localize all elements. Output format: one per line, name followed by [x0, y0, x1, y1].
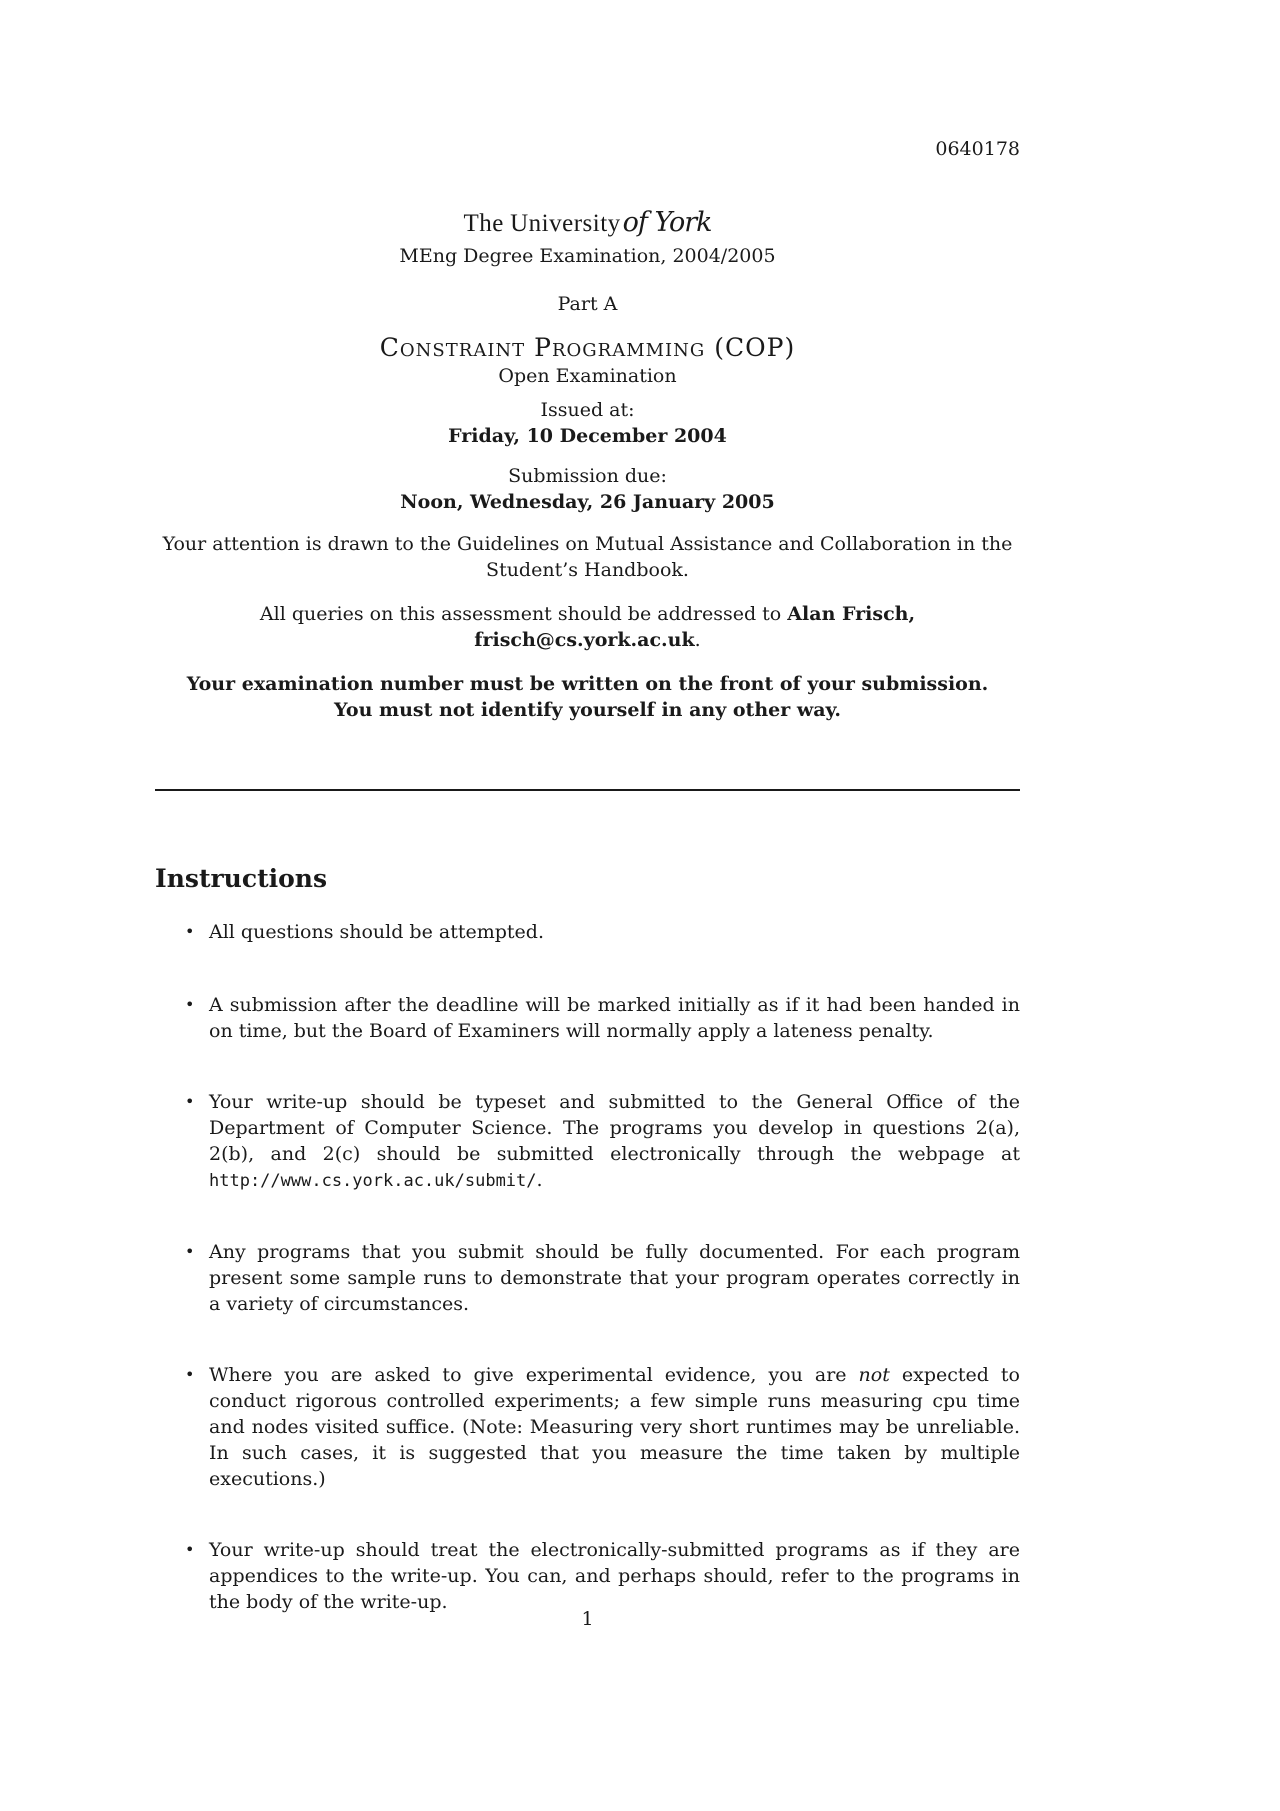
horizontal-rule — [155, 789, 1020, 791]
warning-line-2: You must not identify yourself in any other way. — [334, 699, 841, 721]
page-number: 1 — [581, 1608, 594, 1630]
course-title: Constraint Programming (COP) — [379, 333, 796, 362]
queries-end: . — [694, 629, 701, 651]
queries-text: All queries on this assessment should be addressed to — [259, 603, 782, 625]
logo-the: The — [463, 210, 504, 237]
exam-type: Open Examination — [498, 365, 677, 387]
instruction-text: Where you are asked to give experimental evidence, you are — [209, 1364, 847, 1386]
bullet-icon: • — [185, 1242, 195, 1261]
instruction-text-end: . — [536, 1169, 543, 1191]
bullet-icon: • — [185, 995, 195, 1014]
instruction-text: Your write-up should treat the electronically-submitted programs as if they are appendices to the write-up. You can, and perhaps should, refer to the programs in the body of the write-up. — [209, 1539, 1020, 1613]
bullet-icon: • — [185, 922, 195, 941]
instruction-item — [155, 1537, 1020, 1615]
identity-warning — [155, 671, 1020, 723]
bullet-icon: • — [185, 1540, 195, 1559]
instruction-text: Any programs that you submit should be fully documented. For each program present some sample runs to demonstrate that your program operates correctly in a variety of circumstances. — [209, 1241, 1020, 1315]
degree-line: MEng Degree Examination, 2004/2005 — [399, 245, 776, 267]
warning-line-1: Your examination number must be written on the front of your submission. — [186, 673, 989, 695]
instruction-text: expected to conduct rigorous controlled experiments; a few simple runs measuring cpu time and nodes visited suffice. (Note: Measuring very short runtimes may be unreliable. In such cases, it is suggested that you measure the time taken by multiple executions.) — [209, 1364, 1020, 1490]
instruction-item — [155, 992, 1020, 1044]
due-label: Submission due: — [508, 465, 667, 487]
instruction-emphasis: not — [858, 1364, 890, 1386]
university-logo — [155, 208, 1020, 239]
instruction-text: Your write-up should be typeset and submitted to the General Office of the Department of Computer Science. The programs you develop in questions 2(a), 2(b), and 2(c) should be submitted electronically through the webpage at — [209, 1091, 1020, 1165]
part-label: Part A — [557, 293, 618, 315]
issued-label: Issued at: — [540, 399, 635, 421]
queries-notice — [155, 601, 1020, 653]
bullet-icon: • — [185, 1092, 195, 1111]
queries-contact: Alan Frisch, frisch@cs.york.ac.uk — [474, 603, 916, 651]
attention-notice — [155, 531, 1020, 583]
exam-number: 0640178 — [935, 138, 1020, 160]
instruction-item — [155, 919, 1020, 945]
instruction-text: All questions should be attempted. — [209, 921, 544, 943]
instruction-item — [155, 1362, 1020, 1492]
submit-url-link[interactable]: http://www.cs.york.ac.uk/submit/ — [209, 1171, 537, 1191]
logo-university: University — [510, 210, 621, 237]
exam-page — [155, 0, 1020, 1811]
instructions-list — [155, 919, 1020, 1615]
instruction-text: A submission after the deadline will be marked initially as if it had been handed in on time, but the Board of Examiners will normally apply a lateness penalty. — [209, 994, 1020, 1042]
attention-line-2: Student’s Handbook. — [486, 559, 689, 581]
issued-date: Friday, 10 December 2004 — [448, 425, 727, 447]
instruction-item — [155, 1239, 1020, 1317]
bullet-icon: • — [185, 1365, 195, 1384]
attention-line-1: Your attention is drawn to the Guidelines on Mutual Assistance and Collaboration in the — [162, 533, 1013, 555]
instructions-heading: Instructions — [155, 864, 328, 893]
logo-of-york: of York — [622, 207, 712, 238]
instruction-item — [155, 1089, 1020, 1194]
due-date: Noon, Wednesday, 26 January 2005 — [400, 491, 775, 513]
exam-header — [155, 208, 1020, 723]
